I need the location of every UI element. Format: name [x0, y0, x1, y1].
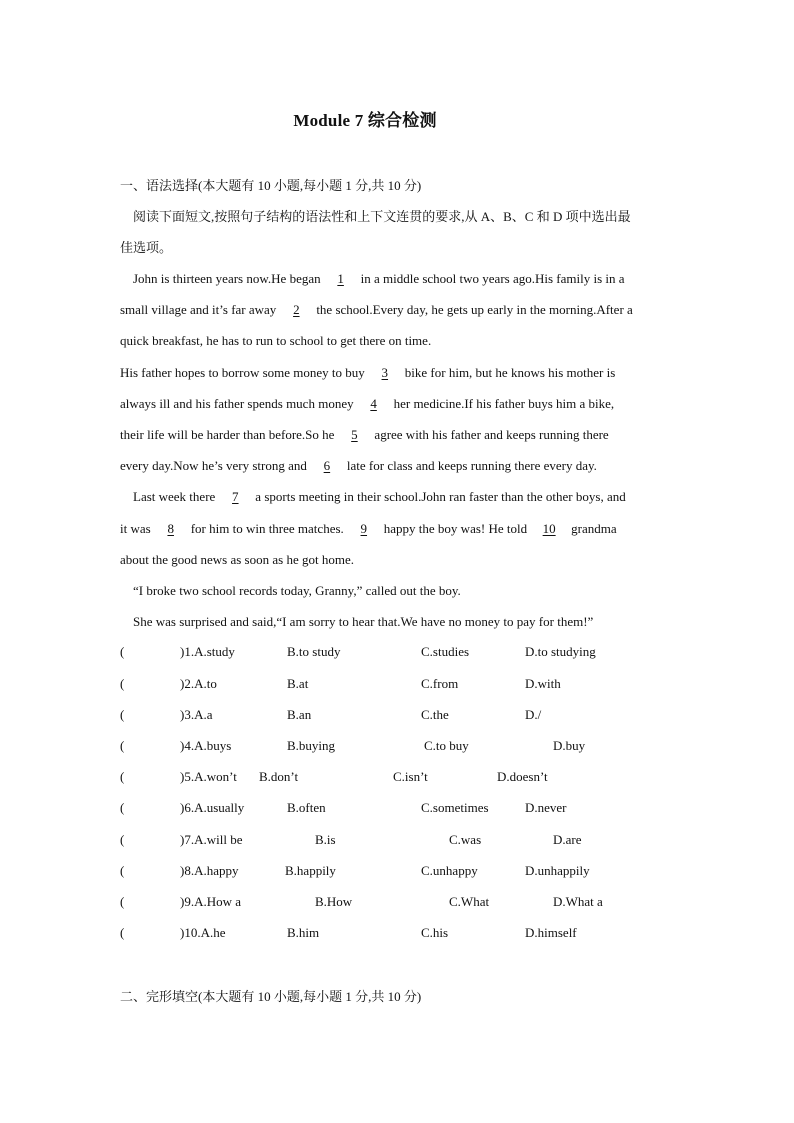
blank-8: 8 [167, 521, 174, 536]
passage-line: “I broke two school records today, Granny,” called out the boy. [133, 583, 461, 598]
blank-5: 5 [351, 427, 358, 442]
blank-6: 6 [323, 458, 331, 473]
option-d: D.are [553, 832, 582, 847]
option-a: )2.A.to [180, 676, 217, 691]
passage-line: quick breakfast, he has to run to school to get there on time. [120, 333, 432, 348]
option-b: B.is [315, 832, 336, 847]
option-b: B.buying [287, 738, 336, 753]
passage-text: agree with his father and keeps running there [374, 427, 609, 442]
option-c: C.from [421, 676, 459, 691]
option-b: B.him [287, 925, 320, 940]
option-c: C.sometimes [421, 800, 489, 815]
passage-text: for him to win three matches. [190, 521, 344, 536]
answer-paren[interactable]: ( [120, 925, 125, 940]
answer-paren[interactable]: ( [120, 644, 125, 659]
passage-text: their life will be harder than before.So he [120, 427, 335, 442]
option-a: )9.A.How a [180, 894, 242, 909]
answer-paren[interactable]: ( [120, 894, 125, 909]
answer-paren[interactable]: ( [120, 832, 125, 847]
passage-text: bike for him, but he knows his mother is [404, 365, 616, 380]
passage-line [133, 488, 626, 506]
answer-paren[interactable]: ( [120, 707, 125, 722]
answer-paren[interactable]: ( [120, 863, 125, 878]
passage-line [120, 426, 609, 444]
section-2-heading: 二、完形填空(本大题有 10 小题,每小题 1 分,共 10 分) [120, 989, 422, 1004]
option-b: B.to study [287, 644, 341, 659]
option-c: C.studies [421, 644, 470, 659]
blank-2: 2 [293, 302, 300, 317]
passage-line [120, 395, 614, 413]
passage-line [120, 364, 615, 382]
option-a: )10.A.he [180, 925, 226, 940]
option-a: )1.A.study [180, 644, 235, 659]
option-b: B.at [287, 676, 309, 691]
option-c: C.his [421, 925, 449, 940]
passage-text: a sports meeting in their school.John ran faster than the other boys, and [255, 489, 626, 504]
option-c: C.unhappy [421, 863, 478, 878]
option-a: )8.A.happy [180, 863, 239, 878]
passage-text: late for class and keeps running there every day. [346, 458, 597, 473]
passage-text: it was [120, 521, 151, 536]
option-d: D.with [525, 676, 561, 691]
blank-4: 4 [370, 396, 377, 411]
blank-9: 9 [360, 521, 368, 536]
blank-3: 3 [381, 365, 389, 380]
option-c: C.was [449, 832, 482, 847]
option-c: C.the [421, 707, 449, 722]
instruction-line-1: 阅读下面短文,按照句子结构的语法性和上下文连贯的要求,从 A、B、C 和 D 项中选出最 [133, 209, 631, 224]
option-d: D.unhappily [525, 863, 590, 878]
passage-text: Last week there [133, 489, 216, 504]
option-a: )7.A.will be [180, 832, 243, 847]
passage-text: in a middle school two years ago.His family is in a [360, 271, 625, 286]
passage-line [120, 301, 633, 319]
passage-text: John is thirteen years now.He began [133, 271, 321, 286]
option-a: )5.A.won’t [180, 769, 237, 784]
option-d: D.himself [525, 925, 577, 940]
option-c: C.to buy [424, 738, 469, 753]
section-1-heading: 一、语法选择(本大题有 10 小题,每小题 1 分,共 10 分) [120, 178, 422, 193]
option-d: D.never [525, 800, 567, 815]
answer-paren[interactable]: ( [120, 769, 125, 784]
option-c: C.What [449, 894, 490, 909]
option-d: D.buy [553, 738, 586, 753]
passage-text: the school.Every day, he gets up early in the morning.After a [316, 302, 633, 317]
passage-text: small village and it’s far away [120, 302, 277, 317]
passage-line [120, 457, 597, 475]
option-b: B.don’t [259, 769, 299, 784]
passage-text: His father hopes to borrow some money to buy [120, 365, 365, 380]
passage-line: about the good news as soon as he got home. [120, 552, 354, 567]
passage-text: every day.Now he’s very strong and [120, 458, 307, 473]
passage-text: grandma [571, 521, 617, 536]
option-a: )4.A.buys [180, 738, 232, 753]
option-d: D./ [525, 707, 542, 722]
blank-10: 10 [542, 521, 556, 536]
answer-paren[interactable]: ( [120, 800, 125, 815]
blank-1: 1 [337, 271, 344, 286]
blank-7: 7 [232, 489, 239, 504]
option-a: )6.A.usually [180, 800, 245, 815]
passage-text: her medicine.If his father buys him a bike, [393, 396, 615, 411]
option-c: C.isn’t [393, 769, 428, 784]
passage-text: happy the boy was! He told [383, 521, 528, 536]
option-b: B.often [287, 800, 326, 815]
option-d: D.to studying [525, 644, 596, 659]
option-d: D.What a [553, 894, 603, 909]
answer-paren[interactable]: ( [120, 738, 125, 753]
answer-paren[interactable]: ( [120, 676, 125, 691]
option-b: B.happily [285, 863, 336, 878]
passage-text: always ill and his father spends much money [120, 396, 354, 411]
option-b: B.How [315, 894, 353, 909]
instruction-line-2: 佳选项。 [120, 240, 173, 255]
page-title: Module 7 综合检测 [293, 111, 437, 130]
option-d: D.doesn’t [497, 769, 548, 784]
option-b: B.an [287, 707, 312, 722]
option-a: )3.A.a [180, 707, 213, 722]
passage-line [133, 270, 625, 288]
passage-line [120, 520, 617, 538]
passage-line: She was surprised and said,“I am sorry to hear that.We have no money to pay for them!” [133, 614, 594, 629]
